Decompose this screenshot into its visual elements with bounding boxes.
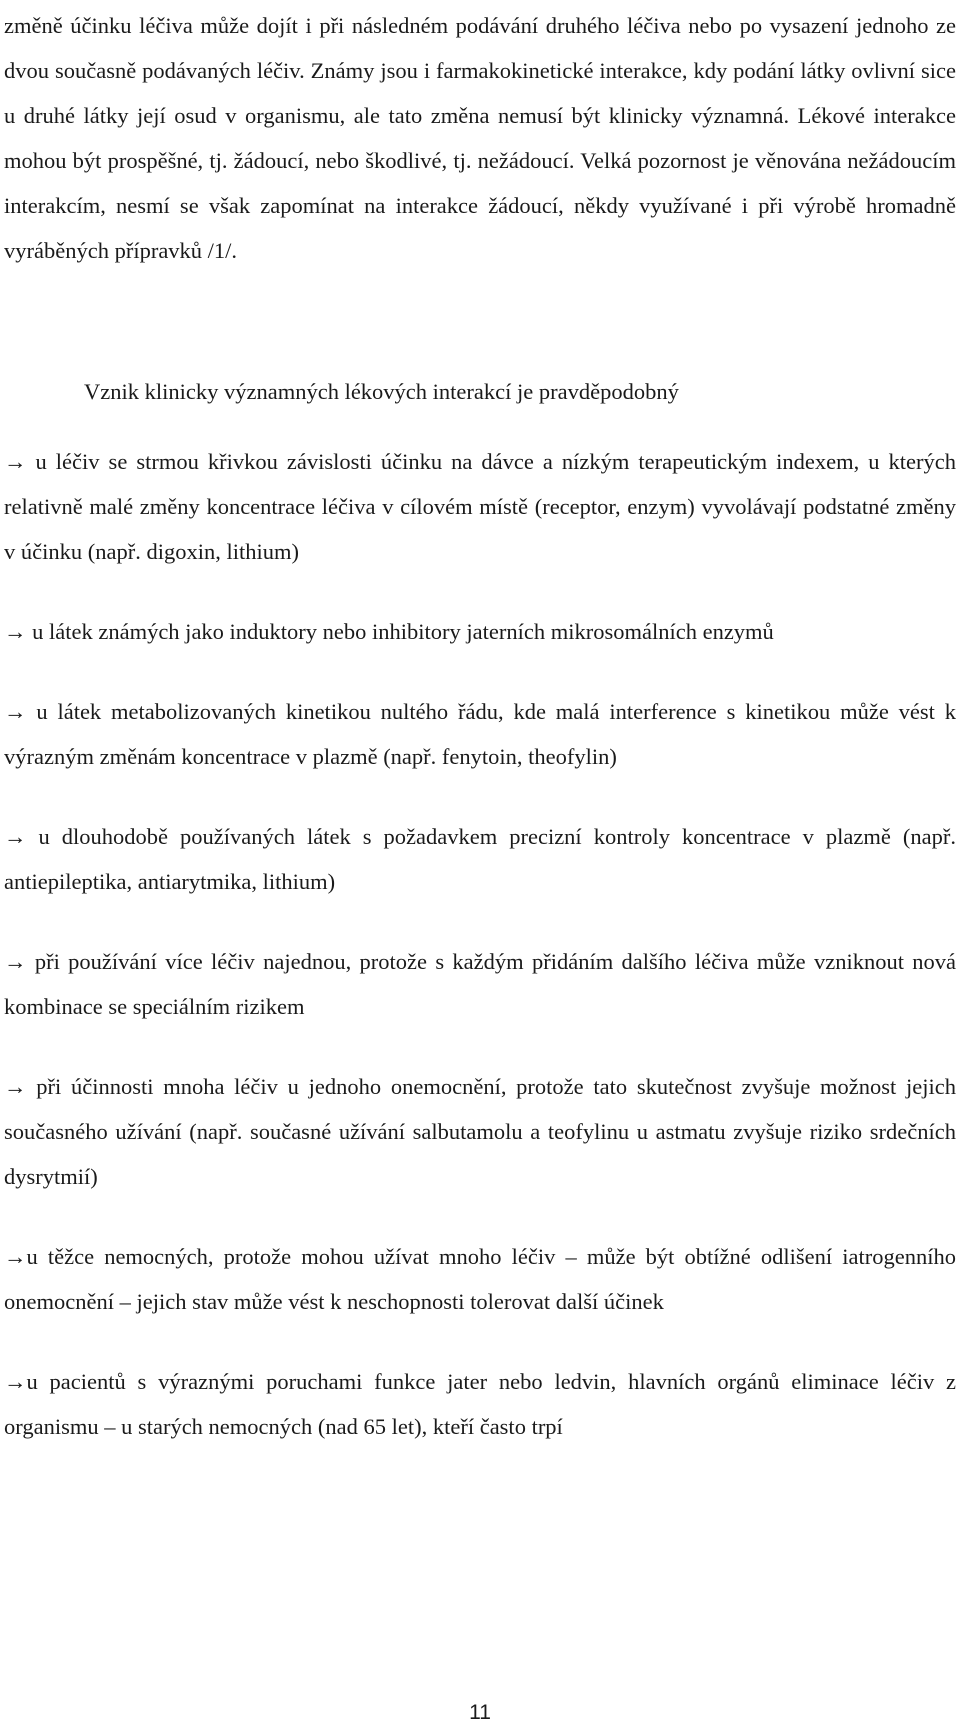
arrow-icon: →: [4, 824, 39, 849]
list-item: [4, 439, 956, 574]
arrow-icon: →: [4, 1369, 27, 1394]
list-item-text: při účinnosti mnoha léčiv u jednoho onemocnění, protože tato skutečnost zvyšuje možnost jejich současného užívání (např. současné užívání salbutamolu a teofylinu u astmatu zvyšuje riziko srdečních dysrytmií): [4, 1074, 957, 1189]
arrow-icon: →: [4, 699, 37, 724]
list-item-text: u látek metabolizovaných kinetikou nultého řádu, kde malá interference s kinetikou může vést k výrazným změnám koncentrace v plazmě (např. fenytoin, theofylin): [4, 699, 957, 769]
arrow-icon: →: [4, 1074, 37, 1099]
lead-sentence: Vznik klinicky významných lékových interakcí je pravděpodobný: [84, 379, 679, 404]
list-item: [4, 1234, 956, 1324]
arrow-icon: →: [4, 949, 35, 974]
intro-paragraph: změně účinku léčiva může dojít i při následném podávání druhého léčiva nebo po vysazení jednoho ze dvou současně podávaných léčiv. Známy jsou i farmakokinetické interakce, kdy podání látky ovlivní sice u druhé látky její osud v organismu, ale tato změna nemusí být klinicky významná. Lékové interakce mohou být prospěšné, tj. žádoucí, nebo škodlivé, tj. nežádoucí. Velká pozornost je věnována nežádoucím interakcím, nesmí se však zapomínat na interakce žádoucí, někdy využívané i při výrobě hromadně vyráběných přípravků /1/.: [4, 13, 956, 263]
page-number: 11: [469, 1701, 491, 1724]
arrow-icon: →: [4, 619, 33, 644]
list-item-text: při používání více léčiv najednou, protože s každým přidáním dalšího léčiva může vzniknout nová kombinace se speciálním rizikem: [4, 949, 957, 1019]
list-item: [4, 609, 956, 654]
list-item: [4, 814, 956, 904]
arrow-icon: →: [4, 449, 36, 474]
list-item: [4, 689, 956, 779]
list-item-text: u pacientů s výraznými poruchami funkce jater nebo ledvin, hlavních orgánů eliminace léčiv z organismu – u starých nemocných (nad 65 let), kteří často trpí: [4, 1369, 956, 1439]
list-item: [4, 1064, 956, 1199]
list-item: [4, 939, 956, 1029]
arrow-icon: →: [4, 1244, 27, 1269]
list-item-text: u dlouhodobě používaných látek s požadavkem precizní kontroly koncentrace v plazmě (např. antiepileptika, antiarytmika, lithium): [4, 824, 956, 894]
bullet-list: [4, 439, 956, 1484]
list-item: [4, 1359, 956, 1449]
list-item-text: u látek známých jako induktory nebo inhibitory jaterních mikrosomálních enzymů: [32, 619, 774, 644]
list-item-text: u těžce nemocných, protože mohou užívat mnoho léčiv – může být obtížné odlišení iatrogenního onemocnění – jejich stav může vést k neschopnosti tolerovat další účinek: [4, 1244, 956, 1314]
list-item-text: u léčiv se strmou křivkou závislosti účinku na dávce a nízkým terapeutickým indexem, u kterých relativně malé změny koncentrace léčiva v cílovém místě (receptor, enzym) vyvolávají podstatné změny v účinku (např. digoxin, lithium): [4, 449, 957, 564]
